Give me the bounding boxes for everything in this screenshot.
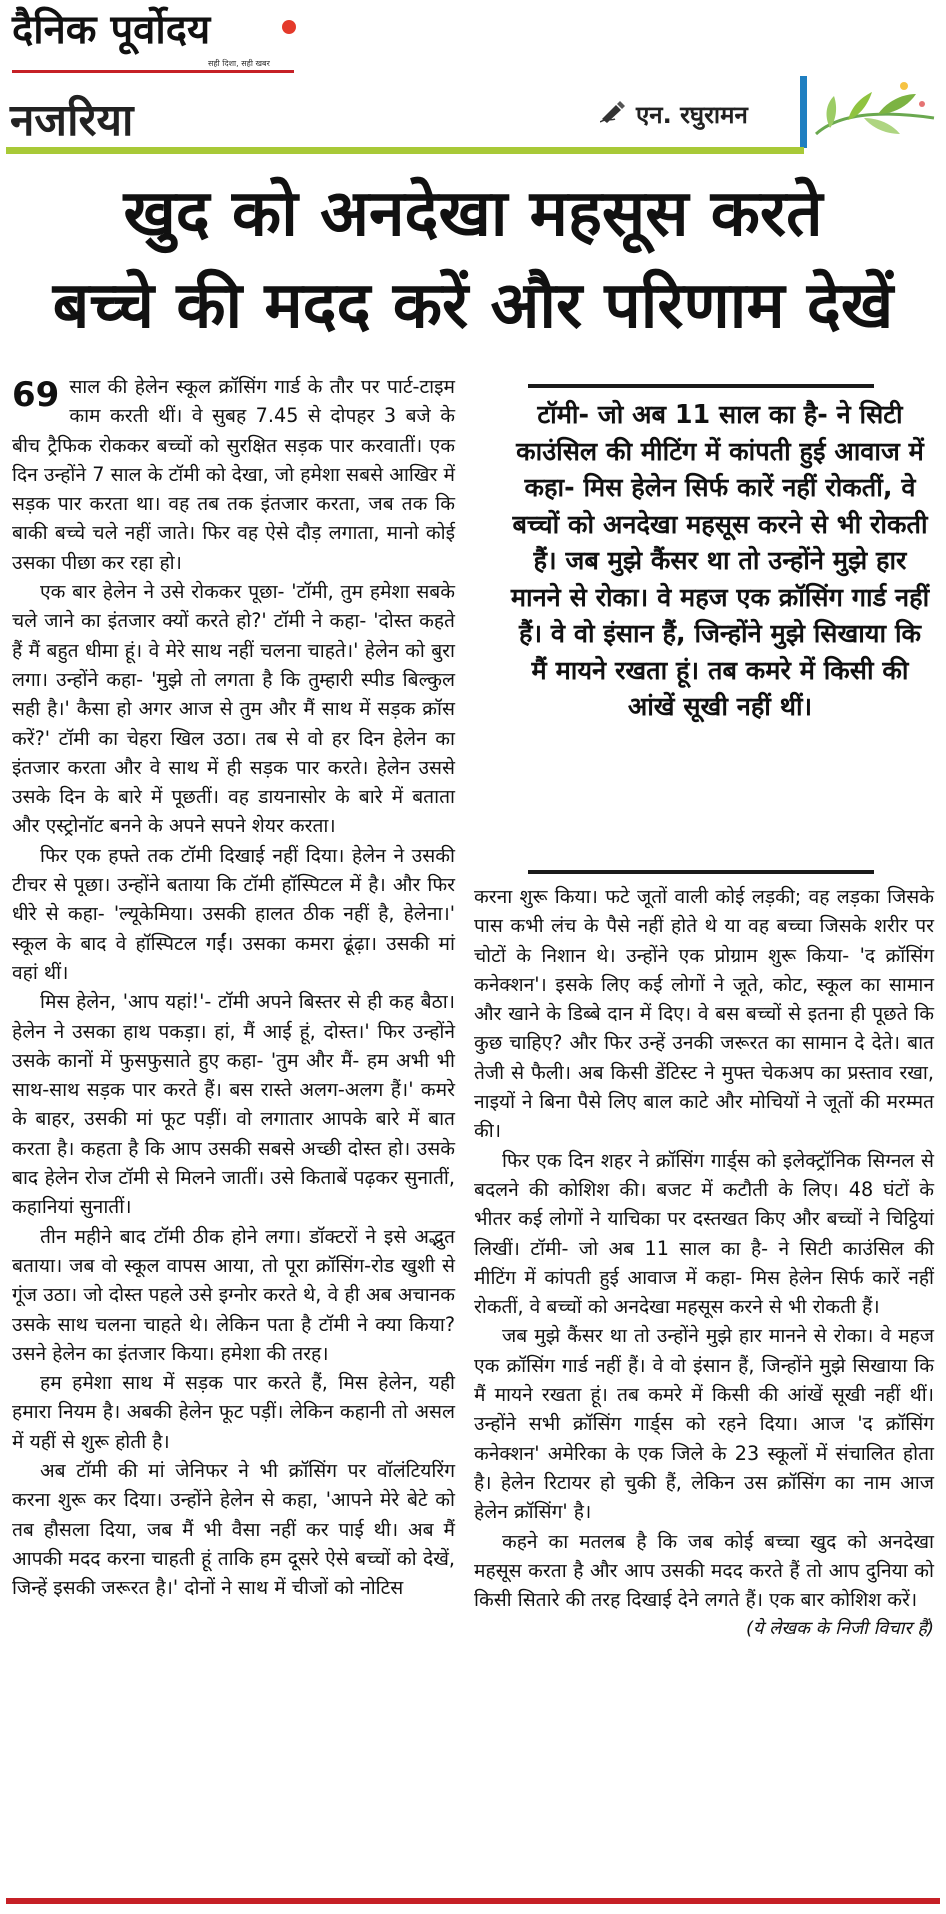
paragraph: अब टॉमी की मां जेनिफर ने भी क्रॉसिंग पर वॉलंटियरिंग करना शुरू कर दिया। उन्होंने हेलेन से कहा, 'आपने मेरे बेटे को तब हौसला दिया, जब मैं भी वैसा नहीं कर पाई थी। अब मैं आपकी मदद करना चाहती हूं ताकि हम दूसरे ऐसे बच्चों को देखें, जिन्हें इसकी जरूरत है।' दोनों ने साथ में चीजों को नोटिस (12, 1458, 455, 1600)
headline-line-2: बच्चे की मदद करें और परिणाम देखें (52, 269, 894, 343)
article-column-right (474, 882, 934, 1644)
pullquote-rule-bottom (528, 870, 874, 874)
headline (0, 168, 946, 352)
drop-number: 69 (12, 375, 60, 415)
author-byline (600, 98, 748, 131)
author-name: एन. रघुरामन (636, 101, 748, 129)
masthead-title: दैनिक पूर्वोदय (12, 7, 211, 53)
paragraph: करना शुरू किया। फटे जूतों वाली कोई लड़की; वह लड़का जिसके पास कभी लंच के पैसे नहीं होते थे या वह बच्चा जिसके शरीर पर चोटों के निशान थे। उन्होंने एक प्रोग्राम शुरू किया- 'द क्रॉसिंग कनेक्शन'। इसके लिए कई लोगों ने जूते, कोट, स्कूल का सामान और खाने के डिब्बे दान में दिए। वे बस बच्चों से इतना ही पूछते कि कुछ चाहिए? और फिर उन्हें उनकी जरूरत का सामान दे देते। बात तेजी से फैली। अब किसी डेंटिस्ट ने मुफ्त चेकअप का प्रस्ताव रखा, नाइयों ने बिना पैसे लिए बाल काटे और मोचियों ने जूतों की मरम्मत की। (474, 885, 934, 1143)
masthead-logo-dot (282, 20, 296, 34)
masthead (12, 6, 292, 68)
pullquote: टॉमी- जो अब 11 साल का है- ने सिटी काउंसिल की मीटिंग में कांपती हुई आवाज में कहा- मिस हेलेन सिर्फ कारें नहीं रोकतीं, वे बच्चों को अनदेखा महसूस करने से भी रोकती हैं। जब मुझे कैंसर था तो उन्होंने मुझे हार मानने से रोका। वे महज एक क्रॉसिंग गार्ड नहीं हैं। वे वो इंसान हैं, जिन्होंने मुझे सिखाया कि मैं मायने रखता हूं। तब कमरे में किसी की आंखें सूखी नहीं थीं। (510, 399, 930, 721)
masthead-tagline: सही दिशा, सही खबर (208, 59, 270, 68)
article-column-left (12, 372, 455, 1602)
paragraph: जब मुझे कैंसर था तो उन्होंने मुझे हार मानने से रोका। वे महज एक क्रॉसिंग गार्ड नहीं हैं। वे वो इंसान हैं, जिन्होंने मुझे सिखाया कि मैं मायने रखता हूं। तब कमरे में किसी की आंखें सूखी नहीं थीं। उन्होंने सभी क्रॉसिंग गार्ड्स को रहने दिया। आज 'द क्रॉसिंग कनेक्शन' अमेरिका के एक जिले के 23 स्कूलों में संचालित होता है। हेलेन रिटायर हो चुकी हैं, लेकिन उस क्रॉसिंग का नाम आज हेलेन क्रॉसिंग' है। (474, 1324, 934, 1524)
footer-rule (6, 1898, 940, 1904)
masthead-rule (12, 70, 294, 73)
paragraph: मिस हेलेन, 'आप यहां!'- टॉमी अपने बिस्तर से ही कह बैठा। हेलेन ने उसका हाथ पकड़ा। हां, मैं आई हूं, दोस्त।' फिर उन्होंने उसके कानों में फुसफुसाते हुए कहा- 'तुम और मैं- हम अभी भी साथ-साथ सड़क पार करते हैं। बस रास्ते अलग-अलग हैं।' कमरे के बाहर, उसकी मां फूट पड़ीं। वो लगातार आपके बारे में बात करता है। कहता है कि आप उसकी सबसे अच्छी दोस्त हो। उसके बाद हेलेन रोज टॉमी से मिलने जातीं। उसे किताबें पढ़कर सुनातीं, कहानियां सुनातीं। (12, 990, 455, 1219)
paragraph: हम हमेशा साथ में सड़क पार करते हैं, मिस हेलेन, यही हमारा नियम है। अबकी हेलेन फूट पड़ीं। लेकिन कहानी तो असल में यहीं से शुरू होती है। (12, 1371, 455, 1453)
paragraph: कहने का मतलब है कि जब कोई बच्चा खुद को अनदेखा महसूस करता है और आप उसकी मदद करते हैं तो आप दुनिया को किसी सितारे की तरह दिखाई देने लगते हैं। एक बार कोशिश करें। (474, 1529, 934, 1612)
paragraph: एक बार हेलेन ने उसे रोककर पूछा- 'टॉमी, तुम हमेशा सबके चले जाने का इंतजार क्यों करते हो?' टॉमी ने कहा- 'दोस्त कहते हैं मैं बहुत धीमा हूं। वे मेरे साथ नहीं चलना चाहते।' हेलेन को बुरा लगा। उन्होंने कहा- 'मुझे तो लगता है कि तुम्हारी स्पीड बिल्कुल सही है।' कैसा हो अगर आज से तुम और मैं साथ में सड़क क्रॉस करें?' टॉमी का चेहरा खिल उठा। तब से वो हर दिन हेलेन का इंतजार करता और वे साथ में ही सड़क पार करते। हेलेन उससे उसके दिन के बारे में पूछतीं। वह डायनासोर के बारे में बताता और एस्ट्रोनॉट बनने के अपने सपने शेयर करता। (12, 580, 455, 838)
section-label: नजरिया (10, 95, 134, 146)
section-rule (6, 147, 804, 154)
headline-line-1: खुद को अनदेखा महसूस करते (123, 177, 823, 251)
pen-icon (600, 101, 628, 129)
accent-bar (800, 76, 807, 148)
leaf-decoration-icon (808, 74, 940, 152)
paragraph: फिर एक दिन शहर ने क्रॉसिंग गार्ड्स को इलेक्ट्रॉनिक सिग्नल से बदलने की कोशिश की। बजट में कटौती के लिए। 48 घंटों के भीतर कई लोगों ने याचिका पर दस्तखत किए और बच्चों ने चिट्ठियां लिखीं। टॉमी- जो अब 11 साल का है- ने सिटी काउंसिल की मीटिंग में कांपती हुई आवाज में कहा- मिस हेलेन सिर्फ कारें नहीं रोकतीं, वे बच्चों को अनदेखा महसूस करने से भी रोकती हैं। (474, 1148, 934, 1319)
paragraph: तीन महीने बाद टॉमी ठीक होने लगा। डॉक्टरों ने इसे अद्भुत बताया। जब वो स्कूल वापस आया, तो पूरा क्रॉसिंग-रोड खुशी से गूंज उठा। जो दोस्त पहले उसे इग्नोर करते थे, वे ही अब अचानक उसके साथ चलना चाहते थे। लेकिन पता है टॉमी ने क्या किया? उसने हेलेन का इंतजार किया। हमेशा की तरह। (12, 1224, 455, 1365)
paragraph: फिर एक हफ्ते तक टॉमी दिखाई नहीं दिया। हेलेन ने उसकी टीचर से पूछा। उन्होंने बताया कि टॉमी हॉस्पिटल में है। और फिर धीरे से कहा- 'ल्यूकेमिया। उसकी हालत ठीक नहीं है, हेलेना।' स्कूल के बाद वे हॉस्पिटल गईं। उसका कमरा ढूंढ़ा। उसकी मां वहां थीं। (12, 843, 455, 984)
pullquote-rule-top (528, 384, 874, 388)
paragraph: साल की हेलेन स्कूल क्रॉसिंग गार्ड के तौर पर पार्ट-टाइम काम करती थीं। वे सुबह 7.45 से दोपहर 3 बजे के बीच ट्रैफिक रोककर बच्चों को सुरक्षित सड़क पार करवातीं। एक दिन उन्होंने 7 साल के टॉमी को देखा, जो हमेशा सबसे आखिर में सड़क पार करता था। वह तब तक इंतजार करता, जब तक कि बाकी बच्चे चले नहीं जाते। फिर वह ऐसे दौड़ लगाता, मानो कोई उसका पीछा कर रहा हो। (12, 375, 455, 574)
disclaimer: (ये लेखक के निजी विचार हैं) (745, 1618, 934, 1640)
